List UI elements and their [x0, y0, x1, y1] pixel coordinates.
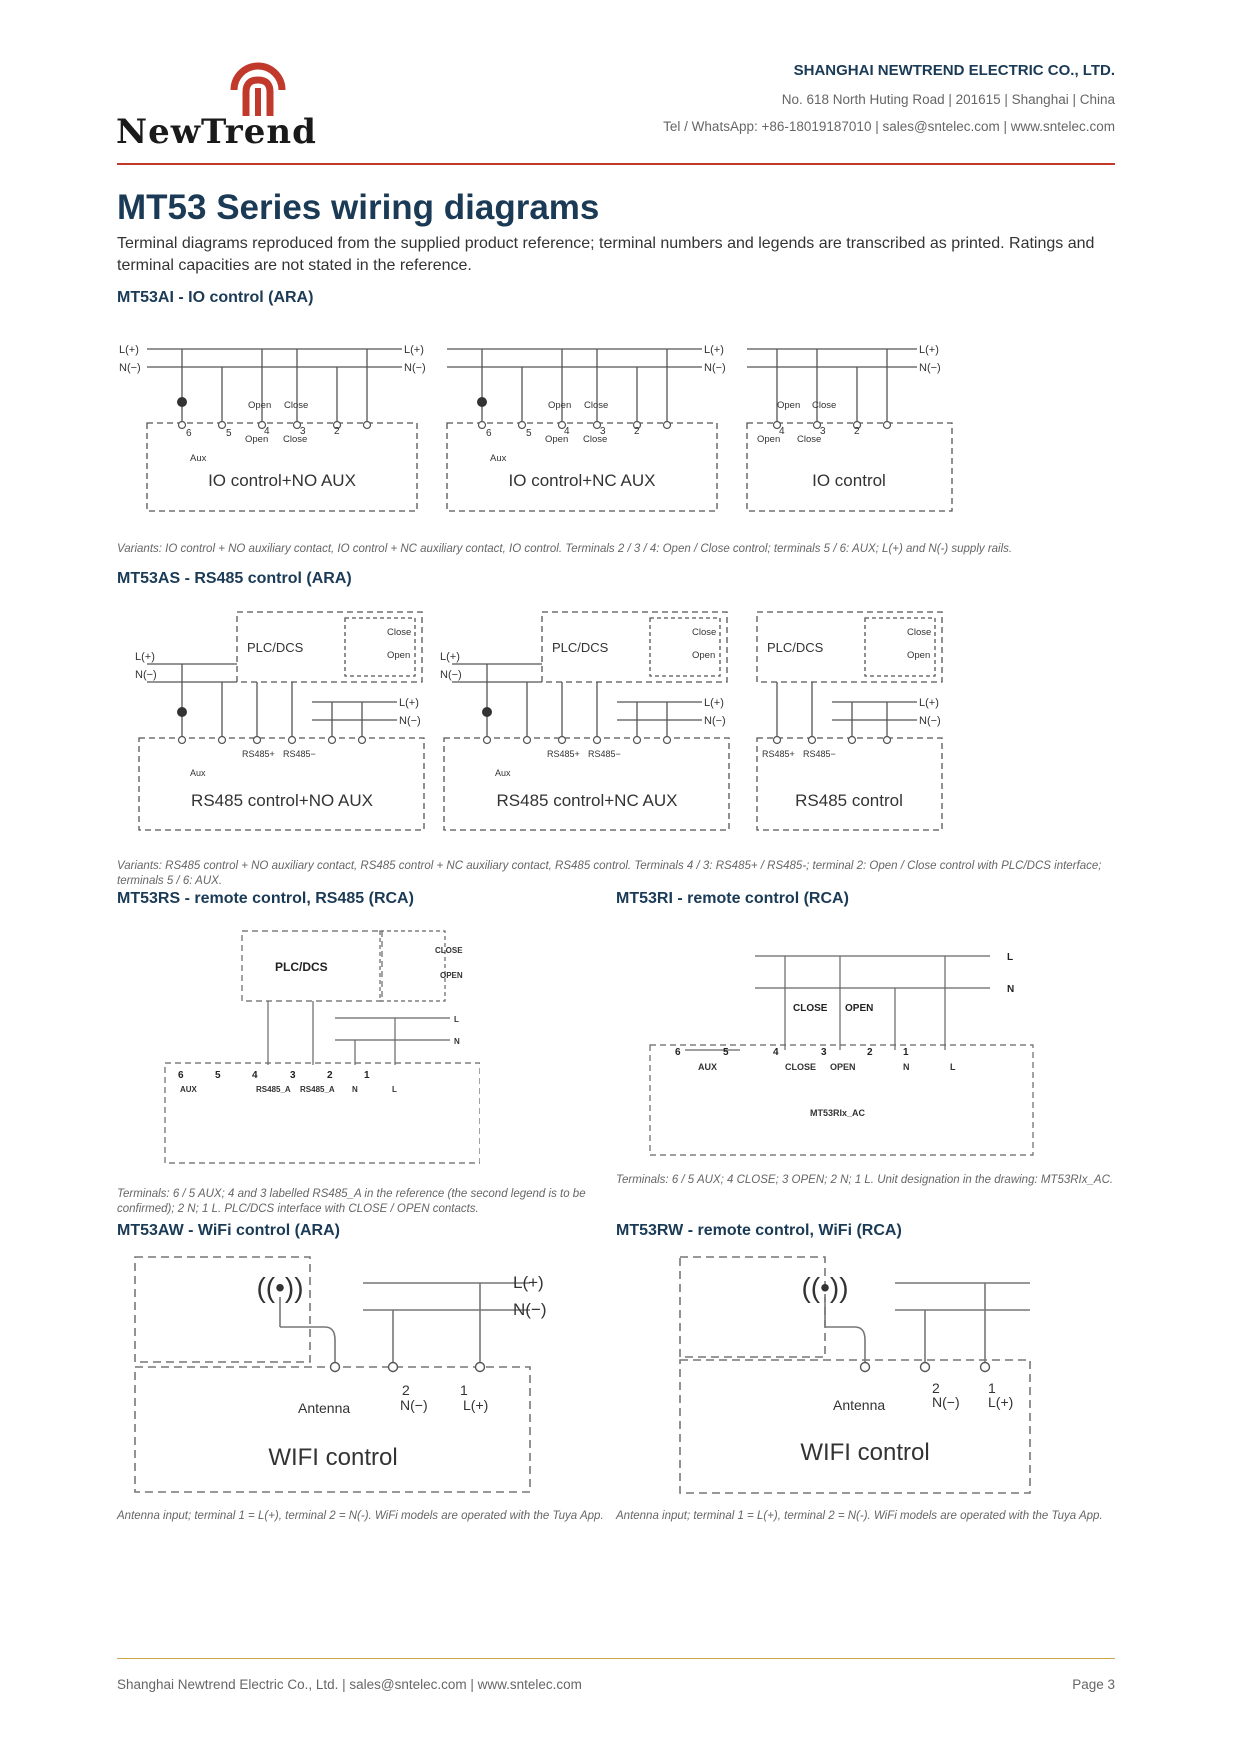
company-contact: Tel / WhatsApp: +86-18019187010 | sales@sntelec.com | www.sntelec.com [663, 119, 1115, 134]
ri-unit-label: MT53RIx_AC [810, 1108, 866, 1118]
section-heading-ai: MT53AI - IO control (ARA) [117, 289, 314, 306]
ai-open-label: Open [248, 400, 272, 411]
ri-close-label: CLOSE [785, 1062, 817, 1072]
ai-terminal-4: 4 [564, 426, 570, 437]
ai-label-n: N(−) [919, 362, 941, 374]
aw-terminal-n: N(−) [400, 1397, 428, 1413]
ri-terminal-n-label: N [903, 1062, 910, 1072]
section-heading-as: MT53AS - RS485 control (ARA) [117, 570, 352, 587]
header-divider [117, 163, 1115, 165]
svg-text:2: 2 [932, 1380, 940, 1396]
as-label-n: N(−) [919, 715, 941, 727]
as-aux-label: Aux [190, 768, 206, 778]
as-diagram [117, 610, 967, 835]
ai-variant-label: IO control+NC AUX [508, 471, 656, 490]
ai-close-label: Close [583, 434, 608, 445]
ai-terminal-6: 6 [186, 428, 192, 439]
ai-terminal-3: 3 [300, 426, 306, 437]
ai-diagram [117, 330, 967, 520]
ai-label-n: N(−) [119, 362, 141, 374]
as-plc-label: PLC/DCS [767, 640, 824, 655]
ai-label-n: N(−) [404, 362, 426, 374]
svg-text:2: 2 [402, 1382, 410, 1398]
aw-diagram [130, 1255, 565, 1495]
ai-terminal-2: 2 [854, 426, 860, 437]
rs-diagram [150, 925, 480, 1170]
section-caption-aw: Antenna input; terminal 1 = L(+), terminal 2 = N(-). WiFi models are operated with the Tuya App. [117, 1510, 604, 1522]
rs-open-label: OPEN [440, 971, 463, 980]
as-rs485-minus: RS485− [588, 749, 621, 759]
ai-terminal-5: 5 [526, 428, 532, 439]
as-open-label: Open [387, 650, 411, 661]
ai-label-l: L(+) [919, 344, 939, 356]
intro-text: Terminal diagrams reproduced from the supplied product reference; terminal numbers and legends are transcribed as printed. Ratings and terminal capacities are not stated in the reference. [117, 235, 1095, 274]
rw-terminal-l: L(+) [988, 1394, 1014, 1410]
rs-terminal-l-label: L [392, 1085, 397, 1094]
svg-text:6: 6 [675, 1047, 681, 1058]
section-caption-rw: Antenna input; terminal 1 = L(+), terminal 2 = N(-). WiFi models are operated with the Tuya App. [616, 1510, 1103, 1522]
footer-text: Shanghai Newtrend Electric Co., Ltd. | sales@sntelec.com | www.sntelec.com [117, 1677, 582, 1692]
ai-label-l: L(+) [704, 344, 724, 356]
section-caption-ai: Variants: IO control + NO auxiliary contact, IO control + NC auxiliary contact, IO control. Terminals 2 / 3 / 4: Open / Close control; terminals 5 / 6: AUX; L(+) and N(-) supply rails. [117, 543, 1013, 555]
aw-terminal-l: L(+) [463, 1397, 489, 1413]
ai-terminal-4: 4 [264, 426, 270, 437]
as-label-l: L(+) [919, 697, 939, 709]
svg-text:4: 4 [252, 1070, 258, 1081]
as-open-label: Open [907, 650, 931, 661]
company-address: No. 618 North Huting Road | 201615 | Shanghai | China [781, 92, 1115, 107]
ai-terminal-2: 2 [634, 426, 640, 437]
svg-text:5: 5 [723, 1047, 729, 1058]
as-open-label: Open [692, 650, 716, 661]
as-rs485-plus: RS485+ [762, 749, 795, 759]
ai-open-label: Open [545, 434, 569, 445]
rs-rail-n: N [454, 1037, 460, 1046]
svg-text:2: 2 [327, 1070, 333, 1081]
ai-open-label: Open [757, 434, 781, 445]
as-close-label: Close [387, 627, 412, 638]
ai-terminal-5: 5 [226, 428, 232, 439]
ri-rail-l: L [1007, 952, 1014, 963]
rs-rs485a-label: RS485_A [256, 1085, 291, 1094]
rw-terminal-n: N(−) [932, 1394, 960, 1410]
ai-variant-label: IO control+NO AUX [208, 471, 356, 490]
rs-aux-label: AUX [180, 1085, 197, 1094]
rs-close-label: CLOSE [435, 946, 463, 955]
ai-aux-label: Aux [490, 453, 507, 464]
as-label-l: L(+) [135, 651, 155, 663]
rw-diagram [670, 1255, 1045, 1500]
as-label-l: L(+) [704, 697, 724, 709]
svg-text:1: 1 [364, 1070, 370, 1081]
svg-text:6: 6 [178, 1070, 184, 1081]
footer-divider [117, 1658, 1115, 1659]
as-plc-label: PLC/DCS [552, 640, 609, 655]
section-heading-aw: MT53AW - WiFi control (ARA) [117, 1222, 340, 1239]
as-variant-label: RS485 control+NC AUX [496, 791, 678, 810]
as-label-n: N(−) [399, 715, 421, 727]
section-caption-rs: Terminals: 6 / 5 AUX; 4 and 3 labelled RS485_A in the reference (the second legend is to be confirmed); 2 N; 1 L. PLC/DCS interface with CLOSE / OPEN contacts. [117, 1188, 586, 1215]
section-caption-ri: Terminals: 6 / 5 AUX; 4 CLOSE; 3 OPEN; 2 N; 1 L. Unit designation in the drawing: MT53RIx_AC. [616, 1174, 1114, 1186]
svg-text:1: 1 [903, 1047, 909, 1058]
svg-text:2: 2 [867, 1047, 873, 1058]
ai-terminal-4: 4 [779, 426, 785, 437]
as-label-n: N(−) [440, 669, 462, 681]
aw-antenna-label: Antenna [298, 1400, 351, 1416]
ai-close-label: Close [797, 434, 822, 445]
rs-plc-label: PLC/DCS [275, 960, 328, 974]
ri-open-label: OPEN [845, 1003, 874, 1014]
ai-close-label: Close [812, 400, 837, 411]
aw-rail-l: L(+) [513, 1273, 544, 1292]
ai-open-label: Open [548, 400, 572, 411]
as-rs485-minus: RS485− [283, 749, 316, 759]
ri-terminal-l-label: L [950, 1062, 956, 1072]
as-rs485-plus: RS485+ [547, 749, 580, 759]
rw-title: WIFI control [800, 1439, 930, 1466]
aw-rail-n: N(−) [513, 1300, 547, 1319]
as-label-n: N(−) [135, 669, 157, 681]
ai-terminal-6: 6 [486, 428, 492, 439]
as-label-n: N(−) [704, 715, 726, 727]
ai-open-label: Open [245, 434, 269, 445]
rs-rs485b-label: RS485_A [300, 1085, 335, 1094]
ai-label-n: N(−) [704, 362, 726, 374]
wifi-icon: ((•)) [256, 1272, 304, 1303]
as-label-l: L(+) [399, 697, 419, 709]
ai-variant-label: IO control [812, 471, 886, 490]
as-rs485-plus: RS485+ [242, 749, 275, 759]
as-plc-label: PLC/DCS [247, 640, 304, 655]
ri-aux-label: AUX [698, 1062, 718, 1072]
ai-label-l: L(+) [404, 344, 424, 356]
ri-diagram [645, 950, 1045, 1160]
rw-antenna-label: Antenna [833, 1397, 886, 1413]
rs-rail-l: L [454, 1015, 459, 1024]
ai-label-l: L(+) [119, 344, 139, 356]
as-variant-label: RS485 control [795, 791, 903, 810]
ai-terminal-2: 2 [334, 426, 340, 437]
aw-title: WIFI control [268, 1444, 398, 1471]
ai-terminal-3: 3 [820, 426, 826, 437]
ai-close-label: Close [284, 400, 309, 411]
ai-close-label: Close [584, 400, 609, 411]
svg-text:3: 3 [821, 1047, 827, 1058]
section-heading-ri: MT53RI - remote control (RCA) [616, 890, 849, 907]
as-rs485-minus: RS485− [803, 749, 836, 759]
ai-open-label: Open [777, 400, 801, 411]
as-label-l: L(+) [440, 651, 460, 663]
as-aux-label: Aux [495, 768, 511, 778]
ri-open-label: OPEN [830, 1062, 856, 1072]
as-close-label: Close [692, 627, 717, 638]
wifi-icon: ((•)) [801, 1272, 849, 1303]
as-close-label: Close [907, 627, 932, 638]
logo-wordmark: NewTrend [116, 112, 317, 152]
company-name: SHANGHAI NEWTREND ELECTRIC CO., LTD. [793, 62, 1115, 79]
ai-aux-label: Aux [190, 453, 207, 464]
ai-close-label: Close [283, 434, 308, 445]
svg-text:1: 1 [460, 1382, 468, 1398]
svg-text:1: 1 [988, 1380, 996, 1396]
ri-close-label: CLOSE [793, 1003, 828, 1014]
svg-text:5: 5 [215, 1070, 221, 1081]
section-heading-rs: MT53RS - remote control, RS485 (RCA) [117, 890, 414, 907]
ai-terminal-3: 3 [600, 426, 606, 437]
ri-rail-n: N [1007, 984, 1015, 995]
as-variant-label: RS485 control+NO AUX [191, 791, 373, 810]
section-caption-as: Variants: RS485 control + NO auxiliary contact, RS485 control + NC auxiliary contact, RS485 control. Terminals 4 / 3: RS485+ / RS485-; terminal 2: Open / Close control with PLC/DCS interface; terminals 5 / 6: AUX. [117, 860, 1102, 887]
section-heading-rw: MT53RW - remote control, WiFi (RCA) [616, 1222, 902, 1239]
rs-terminal-n-label: N [352, 1085, 358, 1094]
svg-text:4: 4 [773, 1047, 779, 1058]
page-number: Page 3 [1072, 1677, 1115, 1692]
page-title: MT53 Series wiring diagrams [117, 188, 600, 227]
svg-text:3: 3 [290, 1070, 296, 1081]
